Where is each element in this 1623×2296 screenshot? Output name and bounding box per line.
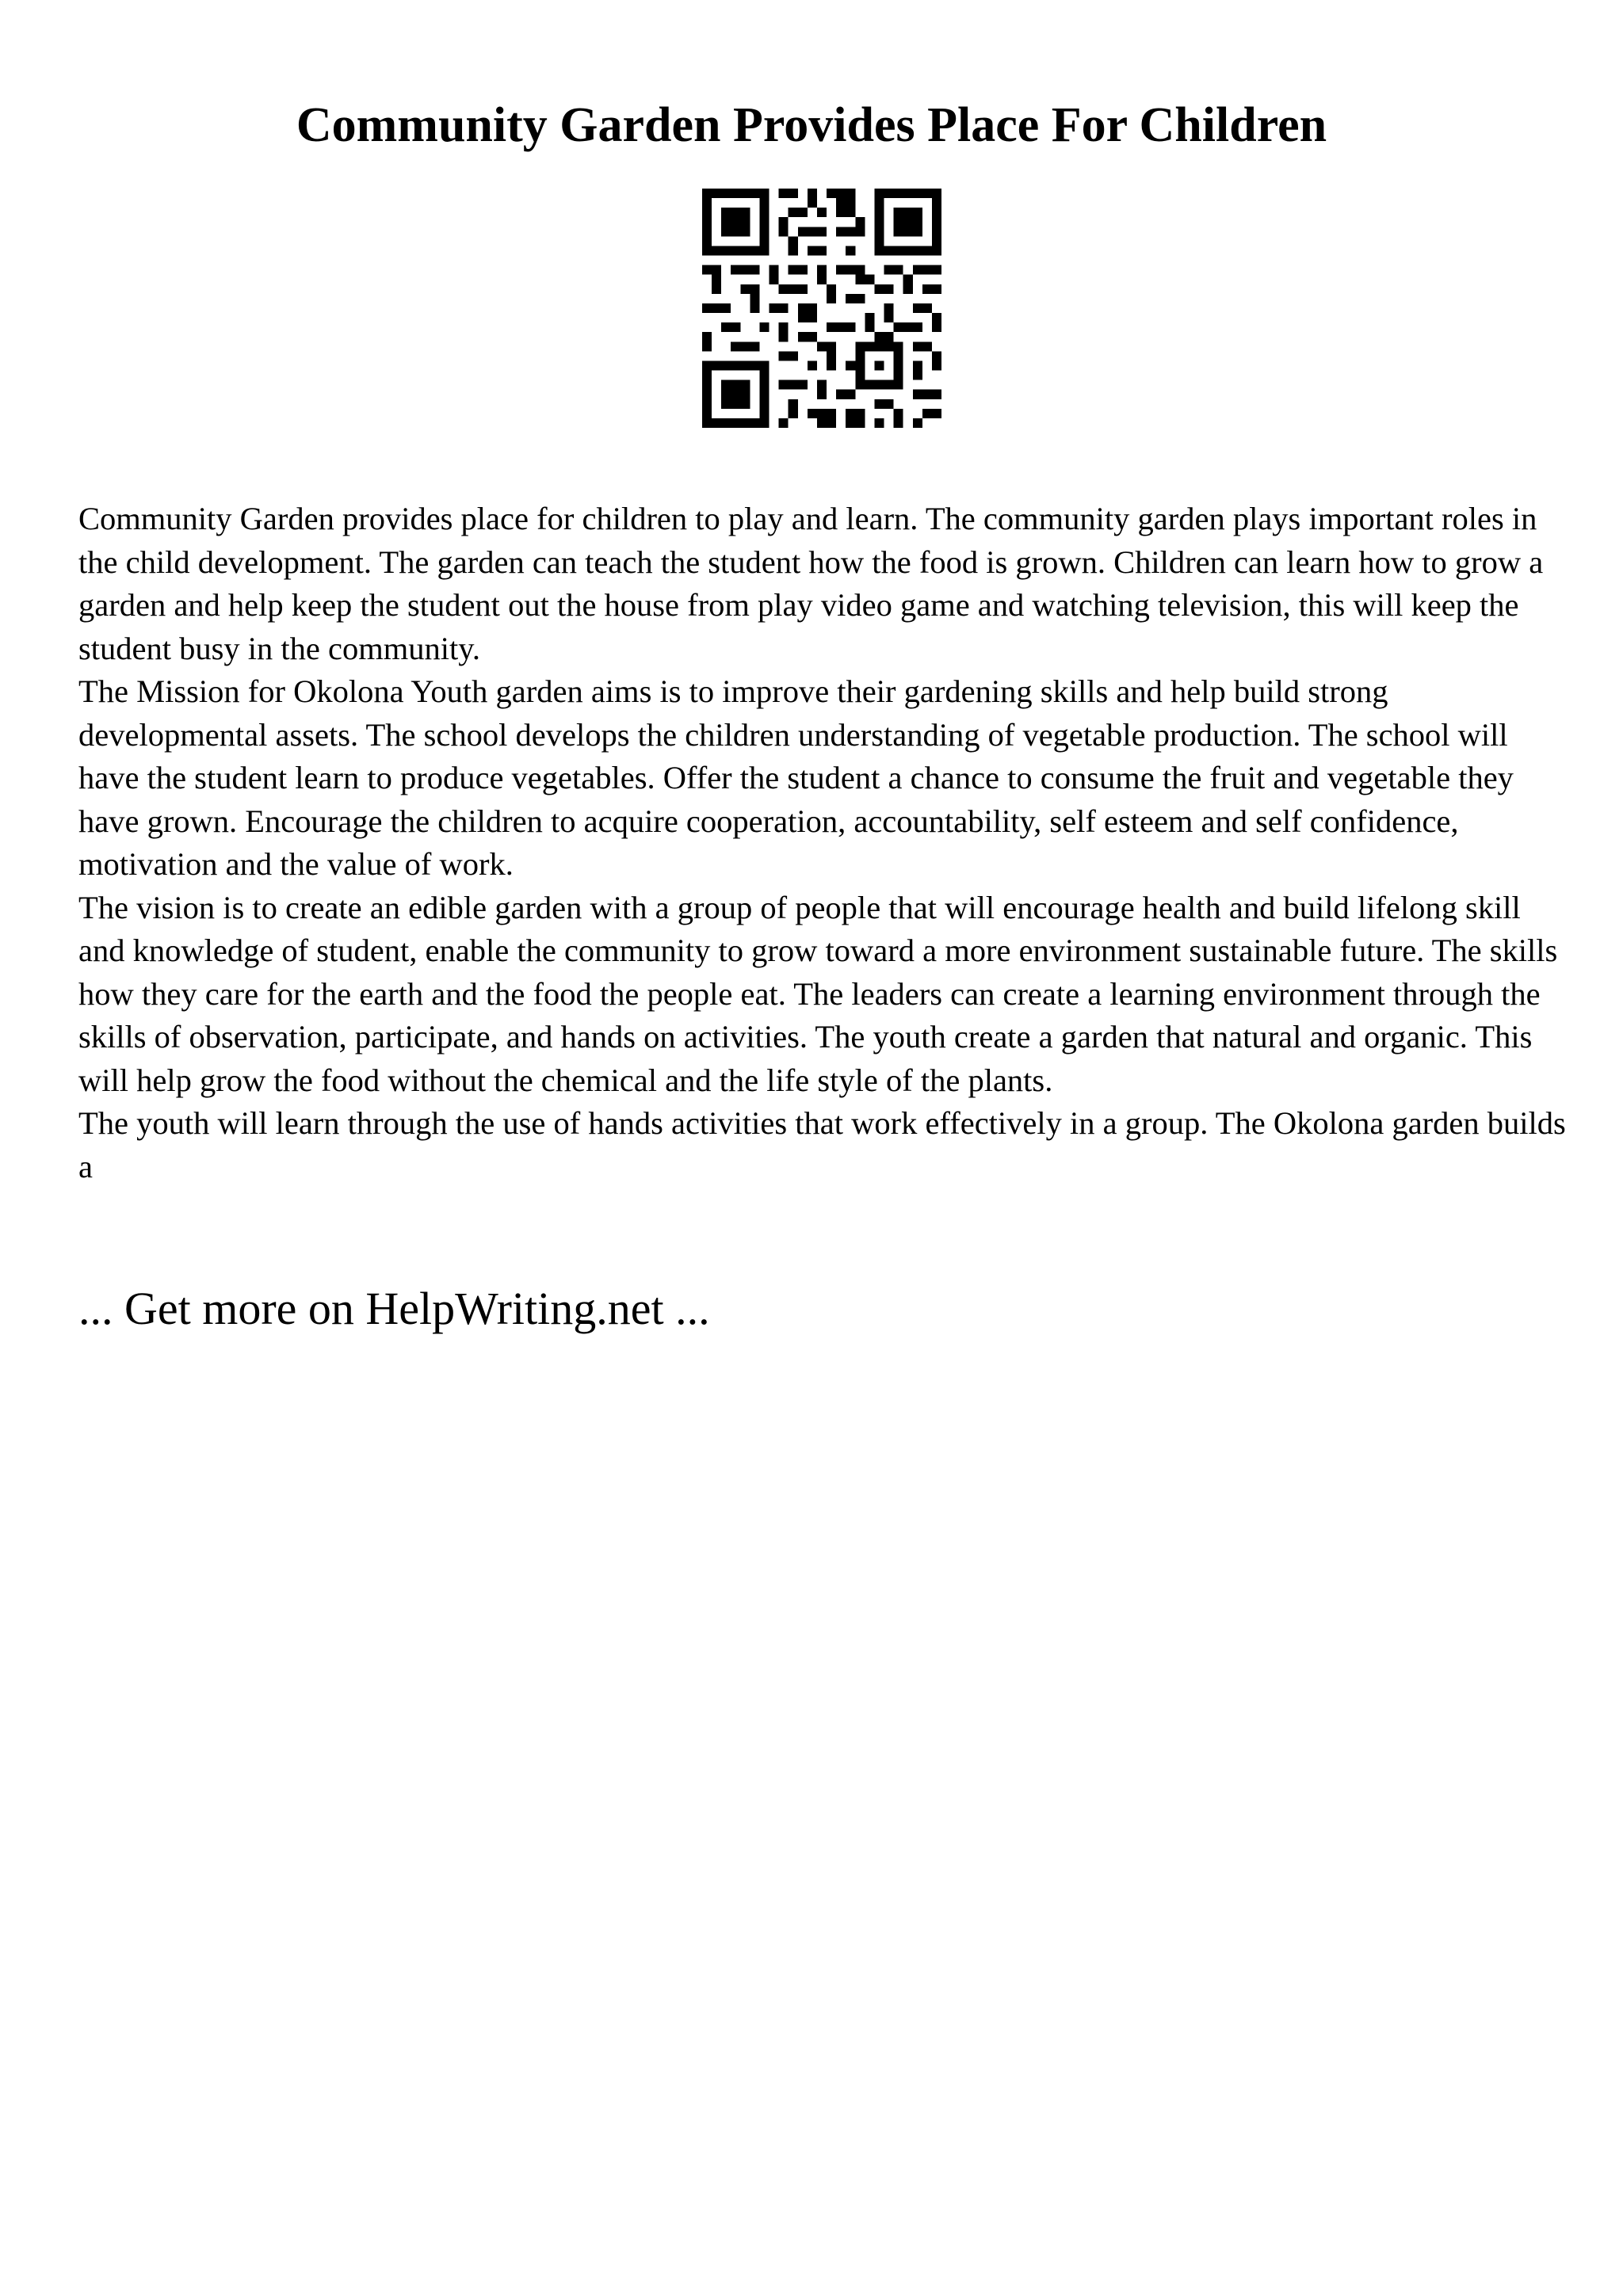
paragraph-1: Community Garden provides place for children to play and learn. The community garden plays important roles in the child development. The garden can teach the student how the food is grown. Children can learn how to grow a garden and help keep the student out the house from play video game and watching television, this will keep the student busy in the community.	[78, 501, 1544, 666]
get-more-link[interactable]: ... Get more on HelpWriting.net ...	[78, 1283, 710, 1334]
qr-code-icon	[702, 189, 941, 428]
document-title: Community Garden Provides Place For Children	[296, 98, 1327, 152]
paragraph-4: The youth will learn through the use of hands activities that work effectively in a group. The Okolona garden builds a	[78, 1105, 1566, 1184]
document-body	[78, 498, 1568, 1188]
paragraph-3: The vision is to create an edible garden with a group of people that will encourage health and build lifelong skill and knowledge of student, enable the community to grow toward a more environment sustainable future. The skills how they care for the earth and the food the people eat. The leaders can create a learning environment through the skills of observation, participate, and hands on activities. The youth create a garden that natural and organic. This will help grow the food without the chemical and the life style of the plants.	[78, 889, 1558, 1098]
paragraph-2: The Mission for Okolona Youth garden aims is to improve their gardening skills and help build strong developmental assets. The school develops the children understanding of vegetable production. The school will have the student learn to produce vegetables. Offer the student a chance to consume the fruit and vegetable they have grown. Encourage the children to acquire cooperation, accountability, self esteem and self confidence, motivation and the value of work.	[78, 673, 1514, 882]
